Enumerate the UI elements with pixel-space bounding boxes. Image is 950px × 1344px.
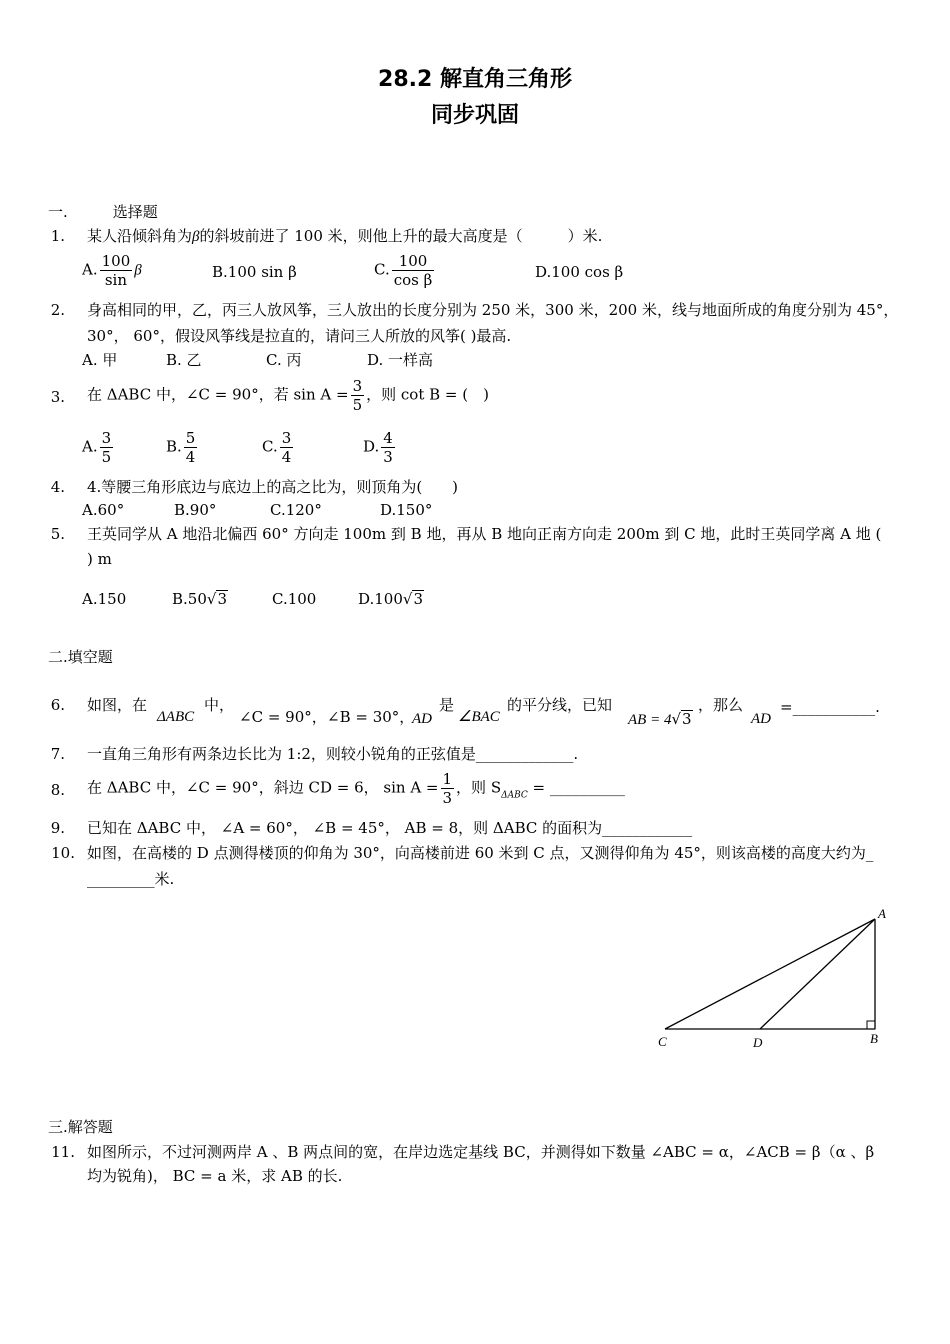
question-number: 3. (50, 388, 65, 406)
q6-part: 是 (439, 696, 455, 714)
q6-part: ，那么 (698, 696, 744, 714)
right-angle-mark (867, 1021, 875, 1029)
q4-option-a: A.60° (82, 501, 125, 519)
page-subtitle: 同步巩固 (430, 103, 519, 128)
side-ca (665, 919, 875, 1029)
q4-option-c: C.120° (270, 501, 322, 519)
q5-option-c: C.100 (272, 590, 317, 608)
q4-option-d: D.150° (380, 501, 433, 519)
question-number: 7. (50, 745, 65, 763)
q6-part: 中， (204, 696, 235, 714)
q2-option-b: B. 乙 (166, 351, 202, 369)
side-da (760, 919, 875, 1029)
question-number: 11. (51, 1143, 75, 1161)
q1-option-c: C. $\frac{100}{\text{cos β}}$ (374, 252, 433, 289)
q6-part: AD (412, 711, 432, 727)
question-11-line2: 均为锐角)， BC = a 米，求 AB 的长. (87, 1167, 343, 1185)
question-10-line1: 如图，在高楼的 D 点测得楼顶的仰角为 30°，向高楼前进 60 米到 C 点，又测得仰角为 45°，则该高楼的高度大约为_ (87, 844, 874, 862)
label-c: C (658, 1034, 667, 1049)
q6-blank: =___________. (780, 698, 880, 716)
question-5-line1: 王英同学从 A 地沿北偏西 60° 方向走 100m 到 B 地，再从 B 地向正南方向走 200m 到 C 地，此时王英同学离 A 地 ( (87, 525, 882, 543)
q3-option-b: B. $\frac{5}{4}$ (166, 429, 196, 466)
q3-option-a: A. $\frac{3}{5}$ (82, 429, 112, 466)
q6-part: ΔABC (157, 709, 195, 725)
q3-option-c: C. $\frac{3}{4}$ (262, 429, 292, 466)
label-b: B (870, 1031, 878, 1046)
q6-part: 的平分线，已知 (507, 696, 613, 714)
q2-option-c: C. 丙 (266, 351, 302, 369)
question-number: 4. (50, 478, 65, 496)
question-9-text: 已知在 ΔABC 中， ∠A = 60°， ∠B = 45°， AB = 8，则 ΔABC 的面积为____________ (87, 819, 693, 837)
q5-option-a: A.150 (82, 590, 127, 608)
question-number: 1. (50, 227, 65, 245)
question-3-text: 在 ΔABC 中，∠C = 90°，若 sin A = $\frac{3}{5}$ ，则 cot B = ( ) (87, 377, 489, 414)
label-a: A (878, 906, 886, 921)
section-heading-answer: 三.解答题 (48, 1118, 113, 1136)
question-5-line2: ) m (87, 550, 112, 568)
question-2-line1: 身高相同的甲，乙，丙三人放风筝，三人放出的长度分别为 250 米，300 米，200 米，线与地面所成的角度分别为 45°， (87, 301, 899, 319)
q6-part: AD (751, 711, 771, 727)
question-number: 8. (50, 781, 65, 799)
q6-part: ∠C = 90°， (239, 708, 327, 726)
question-8-text: 在 ΔABC 中，∠C = 90°，斜边 CD = 6， sin A = $\frac{1}{3}$ ，则 $S_{\Delta ABC}$ = __________ (87, 770, 625, 807)
q1-option-d: D.100 cos β (535, 263, 624, 281)
question-2-line2: 30°， 60°，假设风筝线是拉直的，请问三人所放的风筝( )最高. (87, 327, 512, 345)
q4-option-b: B.90° (174, 501, 217, 519)
q1-option-b: B.100 sin β (212, 263, 297, 281)
q3-option-d: D. $\frac{4}{3}$ (363, 429, 393, 466)
q6-part: ∠BAC (458, 709, 500, 725)
q6-part: ∠B = 30°， (327, 708, 415, 726)
question-10-line2: _________米. (87, 870, 175, 888)
question-number: 10. (51, 844, 75, 862)
label-d: D (753, 1035, 763, 1050)
q6-part: 如图，在 (87, 696, 148, 714)
triangle-figure (640, 900, 900, 1060)
question-4-text: 4.等腰三角形底边与底边上的高之比为，则顶角为( ) (87, 478, 459, 496)
q6-part: AB = 4√3 (628, 710, 692, 728)
q5-option-b: B.50√3 (172, 590, 227, 608)
q2-option-a: A. 甲 (82, 351, 118, 369)
question-7-text: 一直角三角形有两条边长比为 1:2，则较小锐角的正弦值是_____________. (87, 745, 579, 763)
question-number: 9. (50, 819, 65, 837)
q1-option-a: A. $\frac{100}{\sin}$ β (82, 252, 142, 289)
question-11-line1: 如图所示，不过河测两岸 A 、B 两点间的宽，在岸边选定基线 BC，并测得如下数量 ∠ABC = α，∠ACB = β（α 、β (87, 1143, 875, 1161)
question-number: 5. (50, 525, 65, 543)
section-heading-fill: 二.填空题 (48, 648, 113, 666)
q5-option-d: D.100√3 (358, 590, 423, 608)
question-number: 2. (50, 301, 65, 319)
section-heading-choice: 一. 选择题 (48, 203, 158, 221)
question-1-text: 某人沿倾斜角为β的斜坡前进了 100 米，则他上升的最大高度是（ ）米. (87, 227, 603, 245)
page-title: 28.2 解直角三角形 (378, 67, 572, 92)
q2-option-d: D. 一样高 (367, 351, 434, 369)
question-number: 6. (50, 696, 65, 714)
